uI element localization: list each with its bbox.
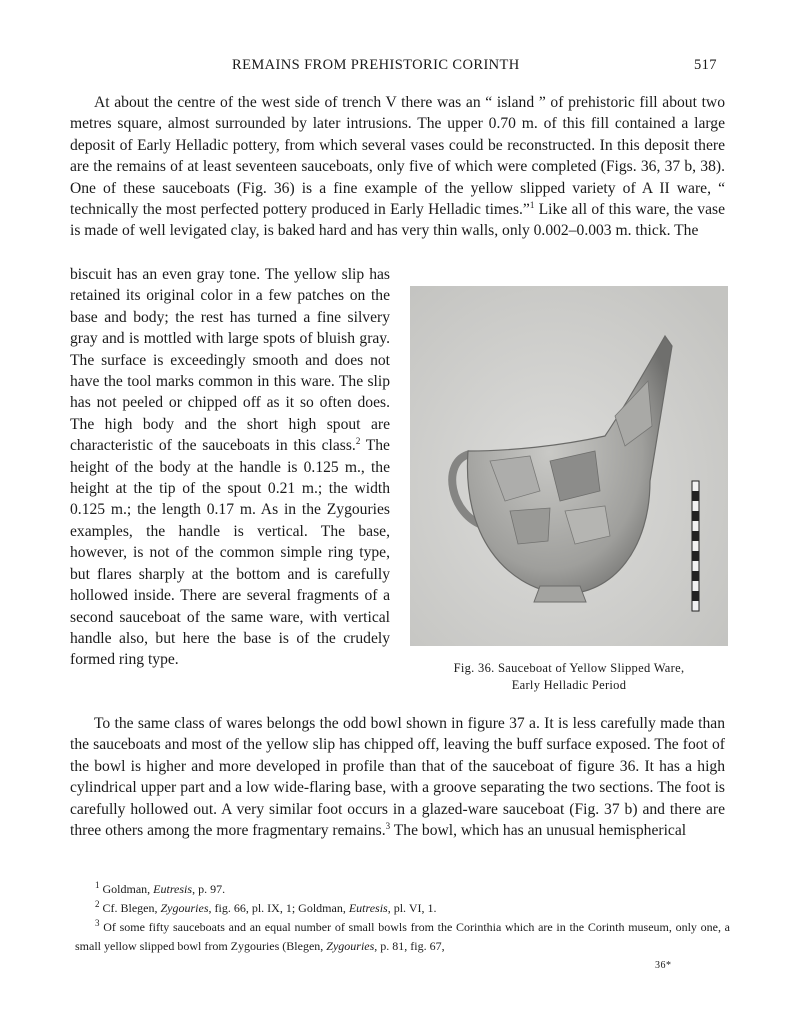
footnote-1 xyxy=(70,880,730,899)
footnote-2-middle: , fig. 66, pl. IX, 1; Goldman, xyxy=(208,901,349,915)
footnote-2-title-2: Eutresis xyxy=(348,901,388,915)
caption-line-1: Fig. 36. Sauceboat of Yellow Slipped Ware, xyxy=(453,661,685,675)
footnote-3-text: Of some fifty sauceboats and an equal number of small bowls from the Corinthia which are in the Corinth museum, only one, a small yellow slipped bowl from Zygouries (Blegen, xyxy=(75,920,730,953)
sauceboat-illustration xyxy=(410,286,728,646)
footnote-1-text: Goldman, xyxy=(102,882,154,896)
footnote-2 xyxy=(70,899,730,918)
signature-mark: 36* xyxy=(655,960,672,971)
intro-paragraph xyxy=(70,92,725,242)
running-header xyxy=(0,57,801,79)
foot xyxy=(534,586,586,602)
footnote-2-title-1: Zygouries xyxy=(160,901,209,915)
footnote-3 xyxy=(70,918,730,956)
footnote-2-mark: 2 xyxy=(95,899,100,909)
figure-36-photo xyxy=(410,286,728,646)
footnote-3-title: Zygouries xyxy=(326,939,375,953)
footnote-1-title: Eutresis xyxy=(153,882,193,896)
after-text-a: To the same class of wares belongs the odd bowl shown in figure 37 a. It is less carefully made than the sauceboats and most of the yellow slip has chipped off, leaving the buff surface exposed. The foot of the bowl is higher and more developed in profile than that of the sauceboat of figure 36. It has a high cylindrical upper part and a low wide-flaring base, with a groove separating the two sections. The foot is carefully hollowed out. A very similar foot occurs in a glazed-ware sauceboat (Fig. 37 b) and there are three others among the more fragmentary remains. xyxy=(70,715,725,840)
figure-caption xyxy=(410,660,728,694)
footnote-ref-3: 3 xyxy=(385,820,391,831)
footnote-ref-2: 2 xyxy=(355,436,361,447)
intro-text: At about the centre of the west side of trench V there was an “ island ” of prehistoric fill about two metres square, almost surrounded by later intrusions. The upper 0.70 m. of this fill contained a large deposit of Early Helladic pottery, from which several vases could be reconstructed. In this deposit there are the remains of at least seventeen sauceboats, only five of which were completed (Figs. 36, 37 b, 38). One of these sauceboats (Fig. 36) is a fine example of the yellow slipped variety of A II ware, “ technically the most perfected pottery produced in Early Helladic times.” xyxy=(70,94,725,219)
wrap-text-b: The height of the body at the handle is 0.125 m., the height at the tip of the spout 0.21 m.; the width 0.125 m.; the length 0.17 m. As in the Zygouries examples, the handle is vertical. The base, however, is not of the common simple ring type, but flares sharply at the bottom and is carefully hollowed inside. There are several fragments of a second sauceboat of the same ware, with vertical handle also, but here the base is of the crudely formed ring type. xyxy=(70,437,390,669)
scale-bar xyxy=(692,481,699,611)
footnote-ref-1: 1 xyxy=(529,199,535,210)
footnote-3-tail: , p. 81, fig. 67, xyxy=(374,939,445,953)
page-number: 517 xyxy=(694,57,717,73)
running-title: REMAINS FROM PREHISTORIC CORINTH xyxy=(232,57,520,73)
wrap-text-a: biscuit has an even gray tone. The yellow slip has retained its original color in a few patches on the base and body; the rest has turned a fine silvery gray and is mottled with large spots of bluish gray. The surface is exceedingly smooth and does not have the tool marks common in this ware. The slip has not peeled or chipped off as it so often does. The high body and the short high spout are characteristic of the sauceboats in this class. xyxy=(70,266,390,455)
footnote-2-tail: , pl. VI, 1. xyxy=(387,901,437,915)
footnote-1-tail: , p. 97. xyxy=(192,882,226,896)
wrapped-paragraph xyxy=(70,264,390,671)
footnote-3-mark: 3 xyxy=(95,918,100,928)
caption-line-2: Early Helladic Period xyxy=(511,678,627,692)
after-text-b: The bowl, which has an unusual hemispherical xyxy=(390,822,687,840)
intro-tail: Like all of this ware, the vase is made of well levigated clay, is baked hard and has very thin walls, only 0.002–0.003 m. thick. The xyxy=(70,201,725,240)
footnote-1-mark: 1 xyxy=(95,880,100,890)
following-paragraph xyxy=(70,713,725,841)
footnote-2-text: Cf. Blegen, xyxy=(102,901,161,915)
footnotes xyxy=(70,880,730,956)
